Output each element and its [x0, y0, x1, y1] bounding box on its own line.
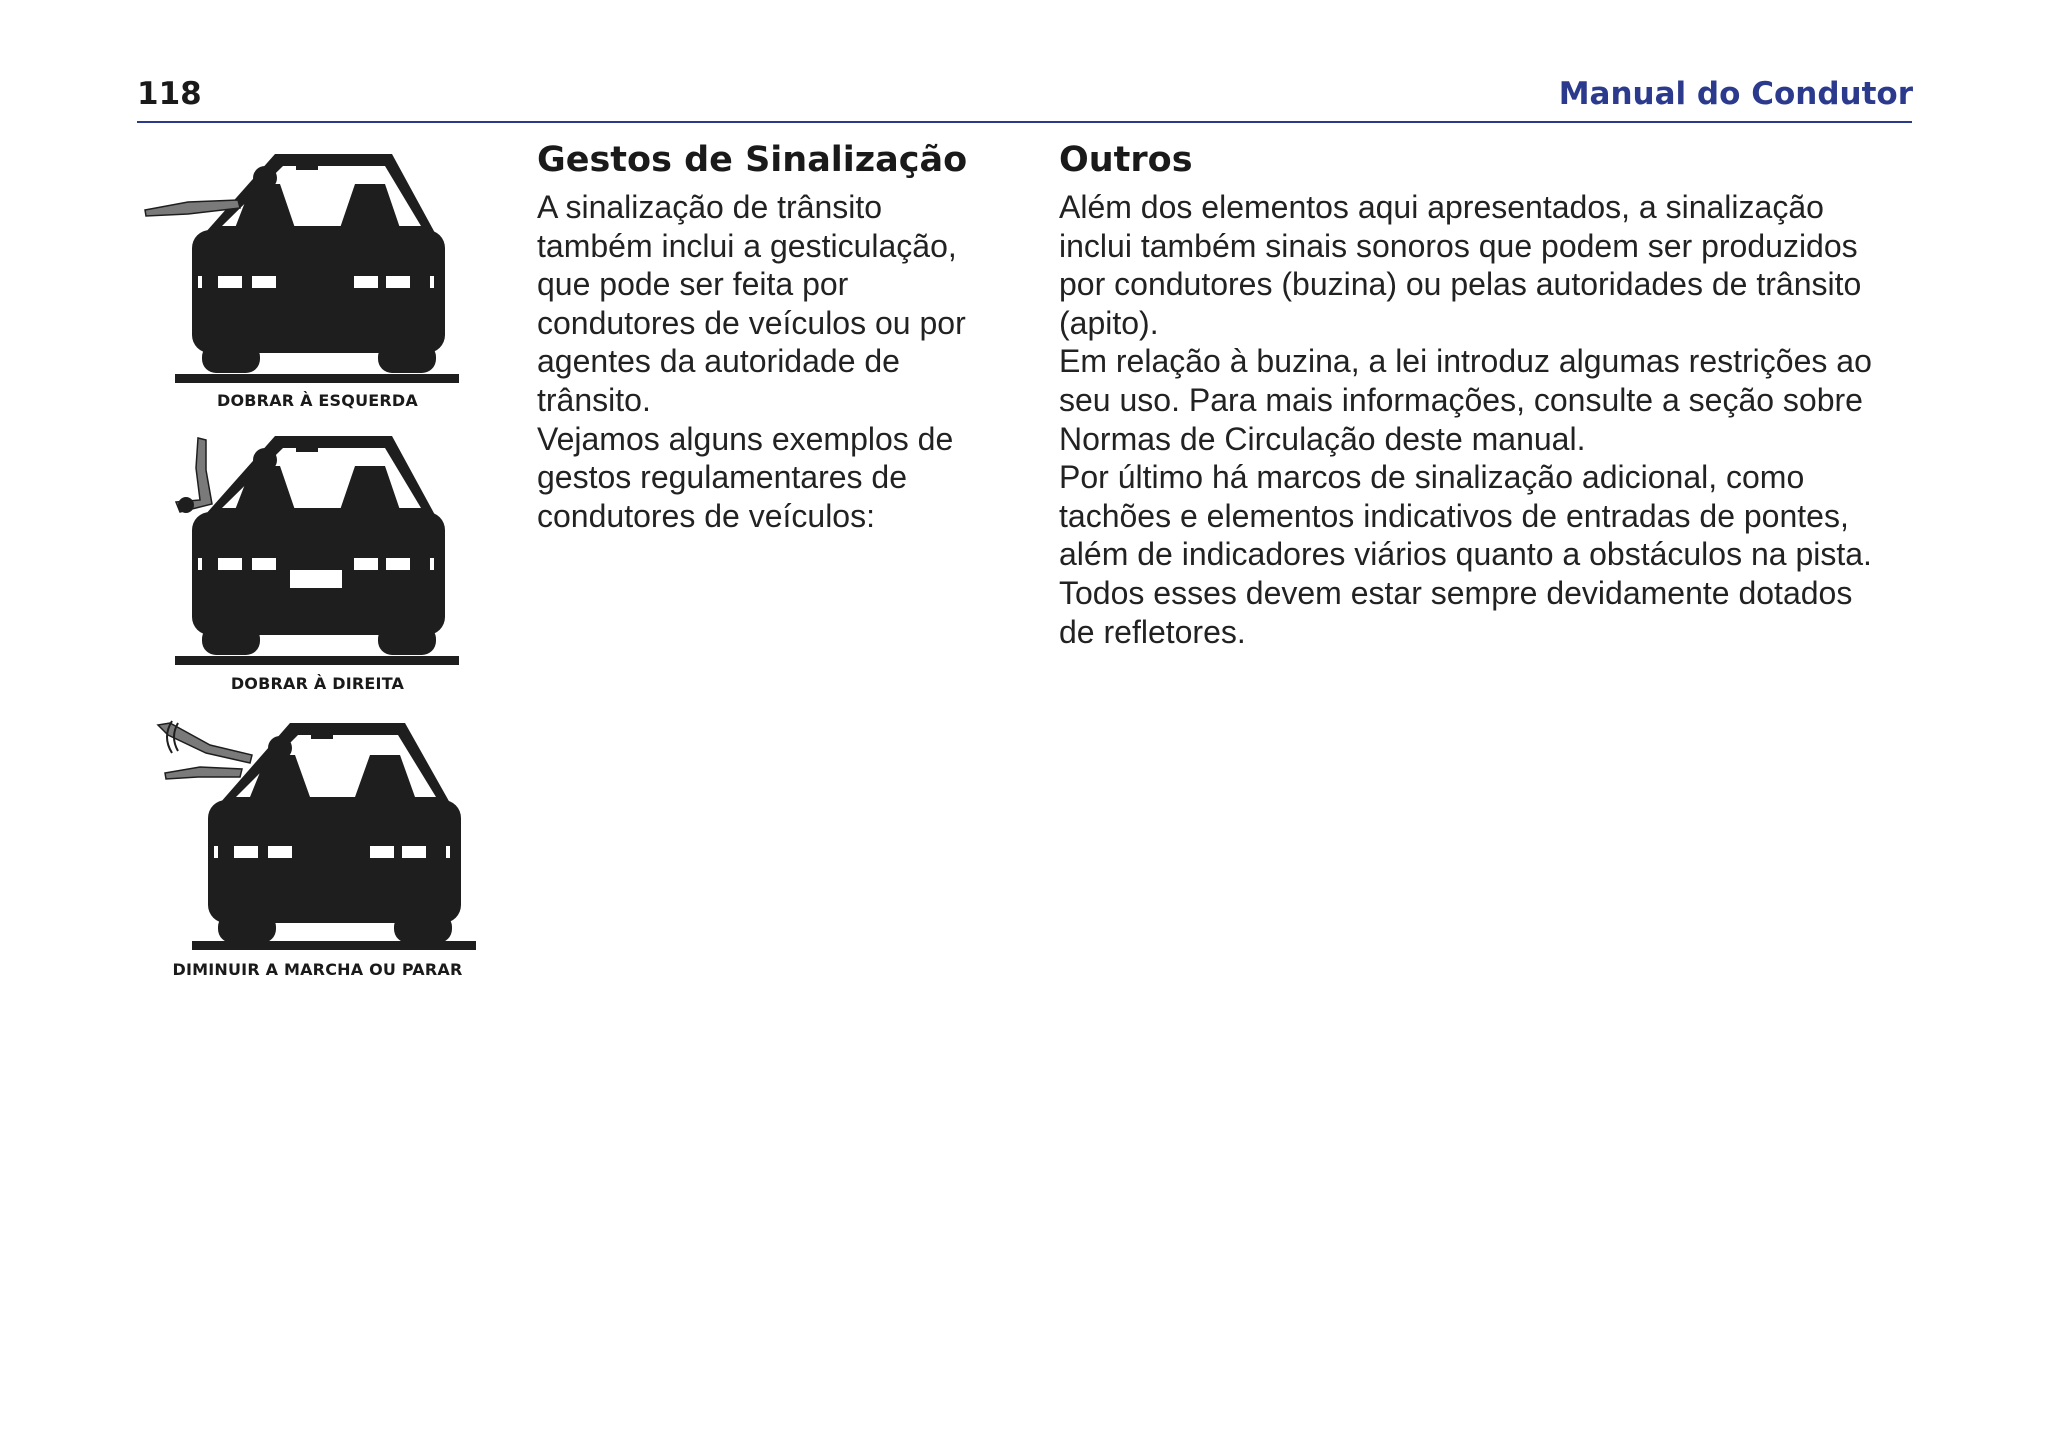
figure-caption: DIMINUIR A MARCHA OU PARAR: [172, 960, 463, 979]
paragraph: Por último há marcos de sinalização adicional, como tachões e elementos indicativos de entradas de pontes, além de indicadores viários quanto a obstáculos na pista. Todos esses devem estar sempre devidamente dotados de refletores.: [1059, 459, 1872, 650]
figure-caption: DOBRAR À DIREITA: [230, 674, 405, 693]
page-number: 118: [137, 76, 202, 112]
paragraph: Além dos elementos aqui apresentados, a sinalização inclui também sinais sonoros que podem ser produzidos por condutores (buzina) ou pelas autoridades de trânsito (apito).: [1059, 189, 1862, 341]
header-rule: [137, 121, 1912, 123]
figure-turn-left: [140, 148, 495, 423]
section-heading: Outros: [1059, 140, 1193, 180]
section-gestures: [537, 138, 1017, 535]
figure-slow-down: [140, 715, 495, 990]
section-heading: Gestos de Sinalização: [537, 140, 968, 180]
paragraph: A sinalização de trânsito também inclui a gesticulação, que pode ser feita por condutores de veículos ou por agentes da autoridade de trânsito.: [537, 189, 966, 418]
figure-turn-right: [140, 430, 495, 705]
car-arm-right-icon: [140, 430, 495, 675]
figure-caption: DOBRAR À ESQUERDA: [217, 391, 418, 410]
paragraph: Em relação à buzina, a lei introduz algumas restrições ao seu uso. Para mais informações, consulte a seção sobre Normas de Circulação deste manual.: [1059, 343, 1872, 457]
paragraph: Vejamos alguns exemplos de gestos regulamentares de condutores de veículos:: [537, 420, 954, 534]
car-arm-slow-icon: [140, 715, 495, 960]
section-others: [1059, 138, 1919, 651]
running-title: Manual do Condutor: [1558, 76, 1913, 112]
car-arm-left-icon: [140, 148, 495, 393]
